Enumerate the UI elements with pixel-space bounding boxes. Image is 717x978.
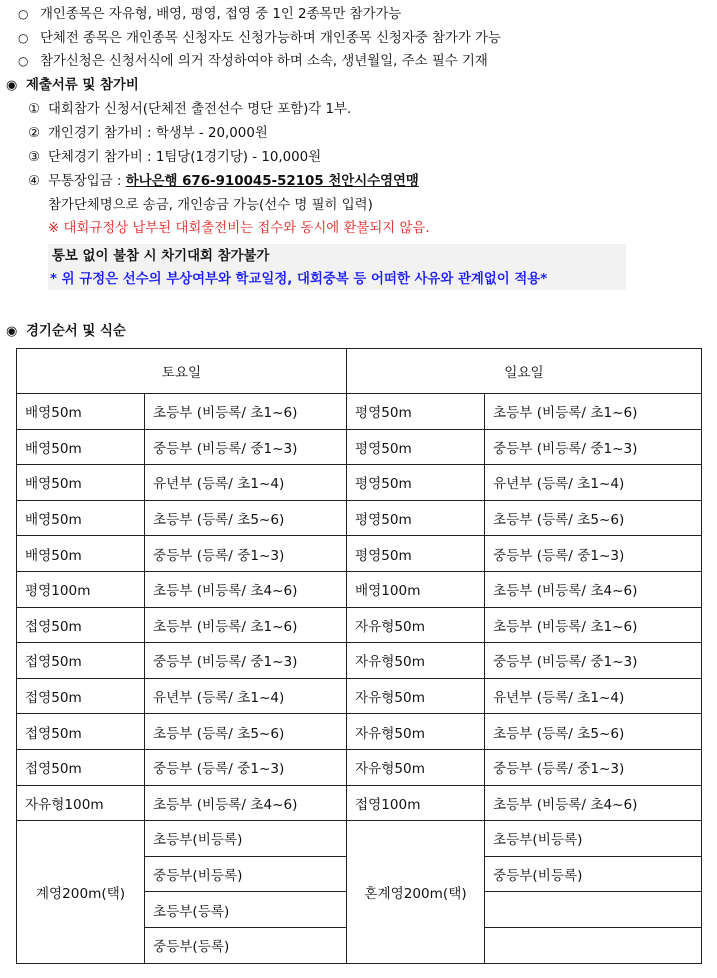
sun-event-cell: 평영50m — [347, 500, 485, 536]
schedule-table — [16, 348, 702, 964]
rule-line-3 — [18, 51, 488, 72]
sat-event-cell: 접영50m — [17, 643, 145, 679]
table-row — [17, 643, 702, 679]
item-text: 단체경기 참가비 : 1팀당(1경기당) - 10,000원 — [48, 150, 322, 165]
rule-line-1 — [18, 4, 401, 25]
docs-item-3 — [28, 148, 321, 168]
sun-div-cell: 중등부 (등록/ 중1~3) — [485, 749, 702, 785]
table-row — [17, 429, 702, 465]
sat-div-cell: 중등부 (등록/ 중1~3) — [145, 749, 347, 785]
notice-text: * 위 규정은 선수의 부상여부와 학교일정, 대회중복 등 어떠한 사유와 관계없이 적용* — [50, 272, 548, 287]
sat-event-cell: 접영50m — [17, 714, 145, 750]
sat-div-cell: 초등부 (비등록/ 초1~6) — [145, 607, 347, 643]
sun-div-cell: 초등부 (비등록/ 초1~6) — [485, 607, 702, 643]
rule-text: 단체전 종목은 개인종목 신청자도 신청가능하며 개인종목 신청자중 참가가 가능 — [40, 31, 501, 46]
relay-row — [17, 821, 702, 857]
docs-note-refund — [48, 219, 430, 239]
circle-bullet-icon: ○ — [18, 54, 29, 68]
sun-div-cell: 중등부 (비등록/ 중1~3) — [485, 643, 702, 679]
table-row — [17, 785, 702, 821]
sat-event-cell: 배영50m — [17, 394, 145, 430]
docs-title: 제출서류 및 참가비 — [26, 78, 139, 93]
item-text: 개인경기 참가비 : 학생부 - 20,000원 — [48, 126, 268, 141]
rule-text: 참가신청은 신청서식에 의거 작성하여야 하며 소속, 생년월일, 주소 필수 기재 — [40, 54, 488, 69]
table-row — [17, 465, 702, 501]
docs-section-heading — [6, 76, 139, 96]
sun-event-cell: 평영50m — [347, 394, 485, 430]
rule-text: 개인종목은 자유형, 배영, 평영, 접영 중 1인 2종목만 참가가능 — [40, 7, 402, 22]
relay-sun-div-cell: 중등부(비등록) — [485, 856, 702, 892]
sun-div-cell: 유년부 (등록/ 초1~4) — [485, 678, 702, 714]
note-text: 참가단체명으로 송금, 개인송금 가능(선수 명 필히 입력) — [48, 198, 373, 213]
sat-event-cell: 접영50m — [17, 749, 145, 785]
sat-div-cell: 중등부 (비등록/ 중1~3) — [145, 643, 347, 679]
docs-note-1 — [48, 196, 373, 216]
schedule-title: 경기순서 및 식순 — [26, 324, 126, 339]
sat-div-cell: 중등부 (등록/ 중1~3) — [145, 536, 347, 572]
item-number: ④ — [28, 174, 41, 189]
table-row — [17, 394, 702, 430]
sun-div-cell: 초등부 (비등록/ 초1~6) — [485, 394, 702, 430]
saturday-header: 토요일 — [17, 349, 347, 394]
section-bullet-icon: ◉ — [6, 78, 18, 93]
sun-event-cell: 배영100m — [347, 571, 485, 607]
sun-div-cell: 유년부 (등록/ 초1~4) — [485, 465, 702, 501]
item-text: 대회참가 신청서(단체전 출전선수 명단 포함)각 1부. — [48, 102, 352, 117]
sun-div-cell: 초등부 (등록/ 초5~6) — [485, 500, 702, 536]
sun-event-cell: 자유형50m — [347, 678, 485, 714]
sat-div-cell: 초등부 (등록/ 초5~6) — [145, 714, 347, 750]
notice-blue — [50, 270, 547, 290]
sunday-header: 일요일 — [347, 349, 702, 394]
sat-event-cell: 배영50m — [17, 536, 145, 572]
relay-sat-div-cell: 초등부(등록) — [145, 892, 347, 928]
relay-sat-div-cell: 초등부(비등록) — [145, 821, 347, 857]
docs-item-2 — [28, 124, 268, 144]
sun-div-cell: 중등부 (등록/ 중1~3) — [485, 536, 702, 572]
sun-div-cell: 초등부 (비등록/ 초4~6) — [485, 785, 702, 821]
sun-div-cell: 초등부 (비등록/ 초4~6) — [485, 571, 702, 607]
sat-event-cell: 배영50m — [17, 500, 145, 536]
sun-event-cell: 자유형50m — [347, 607, 485, 643]
table-row — [17, 714, 702, 750]
sat-div-cell: 초등부 (비등록/ 초4~6) — [145, 571, 347, 607]
sat-div-cell: 중등부 (비등록/ 중1~3) — [145, 429, 347, 465]
table-row — [17, 607, 702, 643]
sat-div-cell: 초등부 (비등록/ 초4~6) — [145, 785, 347, 821]
table-row — [17, 500, 702, 536]
sat-event-cell: 배영50m — [17, 429, 145, 465]
relay-sun-div-cell — [485, 892, 702, 928]
sun-event-cell: 자유형50m — [347, 749, 485, 785]
schedule-section-heading — [6, 322, 126, 342]
sun-div-cell: 중등부 (비등록/ 중1~3) — [485, 429, 702, 465]
sat-event-cell: 배영50m — [17, 465, 145, 501]
relay-sat-div-cell: 중등부(등록) — [145, 927, 347, 963]
notice-text: 통보 없이 불참 시 차기대회 참가불가 — [52, 249, 270, 264]
table-row — [17, 749, 702, 785]
table-header-row — [17, 349, 702, 394]
sun-event-cell: 평영50m — [347, 465, 485, 501]
sat-event-cell: 접영50m — [17, 607, 145, 643]
item-number: ③ — [28, 150, 41, 165]
relay-sat-div-cell: 중등부(비등록) — [145, 856, 347, 892]
relay-sun-div-cell — [485, 927, 702, 963]
sat-div-cell: 초등부 (등록/ 초5~6) — [145, 500, 347, 536]
sun-div-cell: 초등부 (등록/ 초5~6) — [485, 714, 702, 750]
item-number: ① — [28, 102, 41, 117]
sun-event-cell: 접영100m — [347, 785, 485, 821]
circle-bullet-icon: ○ — [18, 31, 29, 45]
note-text: ※ 대회규정상 납부된 대회출전비는 접수와 동시에 환불되지 않음. — [48, 221, 430, 236]
sun-event-cell: 자유형50m — [347, 714, 485, 750]
notice-bold — [52, 247, 269, 267]
circle-bullet-icon: ○ — [18, 7, 29, 21]
relay-sat-event-cell: 계영200m(택) — [17, 821, 145, 963]
sun-event-cell: 평영50m — [347, 429, 485, 465]
docs-item-1 — [28, 100, 351, 120]
sat-div-cell: 초등부 (비등록/ 초1~6) — [145, 394, 347, 430]
sat-div-cell: 유년부 (등록/ 초1~4) — [145, 465, 347, 501]
section-bullet-icon: ◉ — [6, 324, 18, 339]
item-number: ② — [28, 126, 41, 141]
relay-sun-event-cell: 혼계영200m(택) — [347, 821, 485, 963]
bank-account: 하나은행 676-910045-52105 천안시수영연맹 — [125, 174, 419, 189]
table-row — [17, 678, 702, 714]
relay-sun-div-cell: 초등부(비등록) — [485, 821, 702, 857]
table-row — [17, 536, 702, 572]
item-text-prefix: 무통장입금 : — [48, 174, 126, 189]
docs-item-4 — [28, 172, 419, 192]
sat-div-cell: 유년부 (등록/ 초1~4) — [145, 678, 347, 714]
rule-line-2 — [18, 28, 501, 49]
sat-event-cell: 평영100m — [17, 571, 145, 607]
table-row — [17, 571, 702, 607]
sat-event-cell: 자유형100m — [17, 785, 145, 821]
sun-event-cell: 평영50m — [347, 536, 485, 572]
sun-event-cell: 자유형50m — [347, 643, 485, 679]
sat-event-cell: 접영50m — [17, 678, 145, 714]
